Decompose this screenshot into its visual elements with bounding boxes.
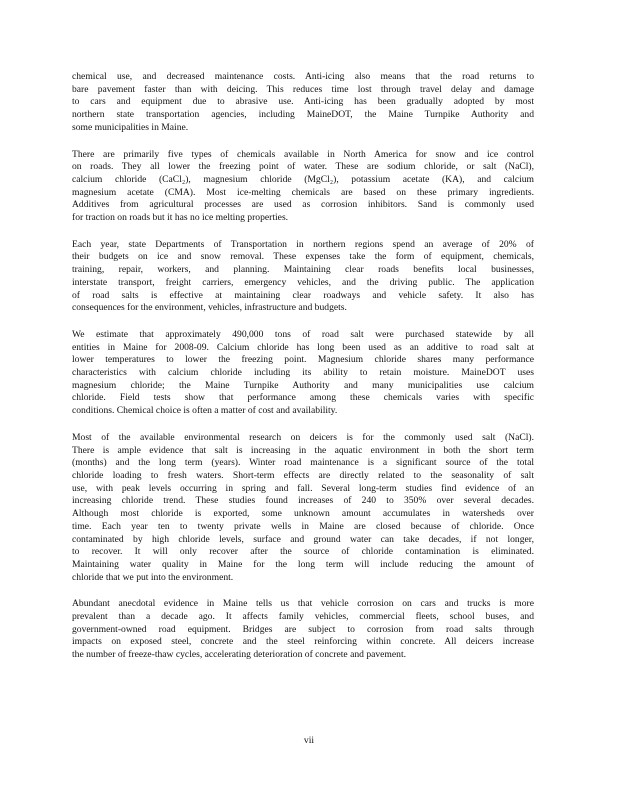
paragraph [72, 239, 534, 315]
text-line: contaminated by high chloride levels, surface and ground water can take decades, if not longer, [72, 533, 534, 545]
text-line: training, repair, workers, and planning. Maintaining clear roads benefits local businesses, [72, 264, 534, 276]
text-line: conditions. Chemical choice is often a matter of cost and availability. [72, 405, 338, 417]
document-body [72, 71, 534, 676]
paragraph [72, 149, 534, 225]
text-line: There are primarily five types of chemicals available in North America for snow and ice control [72, 148, 534, 160]
text-line: Most of the available environmental research on deicers is for the commonly used salt (NaCl). [72, 431, 534, 443]
text-line: chemical use, and decreased maintenance costs. Anti-icing also means that the road returns to [72, 71, 534, 82]
text-line: for traction on roads but it has no ice melting properties. [72, 212, 289, 224]
text-line: their budgets on ice and snow removal. These expenses take the form of equipment, chemicals, [72, 251, 534, 263]
text-line: chloride that we put into the environment. [72, 571, 234, 583]
text-line: consequences for the environment, vehicles, infrastructure and budgets. [72, 302, 347, 314]
text-line: northern state transportation agencies, including MaineDOT, the Maine Turnpike Authority and [72, 109, 534, 121]
paragraph [72, 329, 534, 418]
paragraph [72, 71, 534, 135]
text-line: government-owned road equipment. Bridges are subject to corrosion from road salts through [72, 623, 534, 635]
text-line: impacts on exposed steel, concrete and the steel reinforcing within concrete. All deicers increase [72, 636, 534, 648]
text-line: We estimate that approximately 490,000 tons of road salt were purchased statewide by all [72, 328, 534, 340]
text-line: entities in Maine for 2008-09. Calcium chloride has long been used as an additive to road salt at [72, 341, 534, 353]
paragraph [72, 598, 534, 662]
text-line: to cars and equipment due to abrasive use. Anti-icing has been gradually adopted by most [72, 96, 534, 108]
text-line: bare pavement faster than with deicing. This reduces time lost through travel delay and damage [72, 83, 534, 95]
text-line: chloride loading to fresh waters. Short-term effects are directly related to the seasonality of salt [72, 469, 534, 481]
text-line: some municipalities in Maine. [72, 121, 189, 133]
text-line: interstate transport, freight carriers, emergency vehicles, and the driving public. The application [72, 276, 534, 288]
text-line: use, with peak levels occurring in spring and fall. Several long-term studies find evidence of an [72, 482, 534, 494]
text-line: magnesium chloride; the Maine Turnpike Authority and many municipalities use calcium [72, 379, 534, 391]
text-line: time. Each year ten to twenty private wells in Maine are closed because of chloride. Once [72, 520, 534, 532]
text-line: prevalent than a decade ago. It affects family vehicles, commercial fleets, school buses, and [72, 611, 534, 623]
text-line: lower temperatures to lower the freezing point. Magnesium chloride shares many performance [72, 354, 534, 366]
text-line: characteristics with calcium chloride including its ability to retain moisture. MaineDOT uses [72, 367, 534, 379]
page-number: vii [303, 735, 315, 746]
text-line: (months) and the long term (years). Winter road maintenance is a significant source of the total [72, 457, 534, 469]
text-line: increasing chloride trend. These studies found increases of 240 to 350% over several decades. [72, 495, 534, 507]
text-line: to recover. It will only recover after the source of chloride contamination is eliminated. [72, 546, 534, 558]
text-line: Maintaining water quality in Maine for the long term will include reducing the amount of [72, 558, 534, 570]
text-line: on roads. They all lower the freezing point of water. These are sodium chloride, or salt (NaCl), [72, 161, 534, 173]
text-line: chloride. Field tests show that performance among these chemicals varies with specific [72, 392, 534, 404]
paragraph [72, 432, 534, 584]
text-line: magnesium acetate (CMA). Most ice-melting chemicals are based on these primary ingredients. [72, 186, 534, 198]
text-line: There is ample evidence that salt is increasing in the aquatic environment in both the short term [72, 444, 534, 456]
text-line: Additives from agricultural processes are used as corrosion inhibitors. Sand is commonly used [72, 199, 534, 211]
text-line: Although most chloride is exported, some unknown amount accumulates in watersheds over [72, 508, 534, 520]
text-line: the number of freeze-thaw cycles, accelerating deterioration of concrete and pavement. [72, 649, 407, 661]
text-line: calcium chloride (CaCl₂), magnesium chloride (MgCl₂), potassium acetate (KA), and calcium [72, 173, 534, 185]
text-line: Each year, state Departments of Transportation in northern regions spend an average of 20% of [72, 238, 534, 250]
text-line: of road salts is effective at maintaining clear roadways and vehicle safety. It also has [72, 289, 534, 301]
text-line: Abundant anecdotal evidence in Maine tells us that vehicle corrosion on cars and trucks is more [72, 598, 534, 610]
